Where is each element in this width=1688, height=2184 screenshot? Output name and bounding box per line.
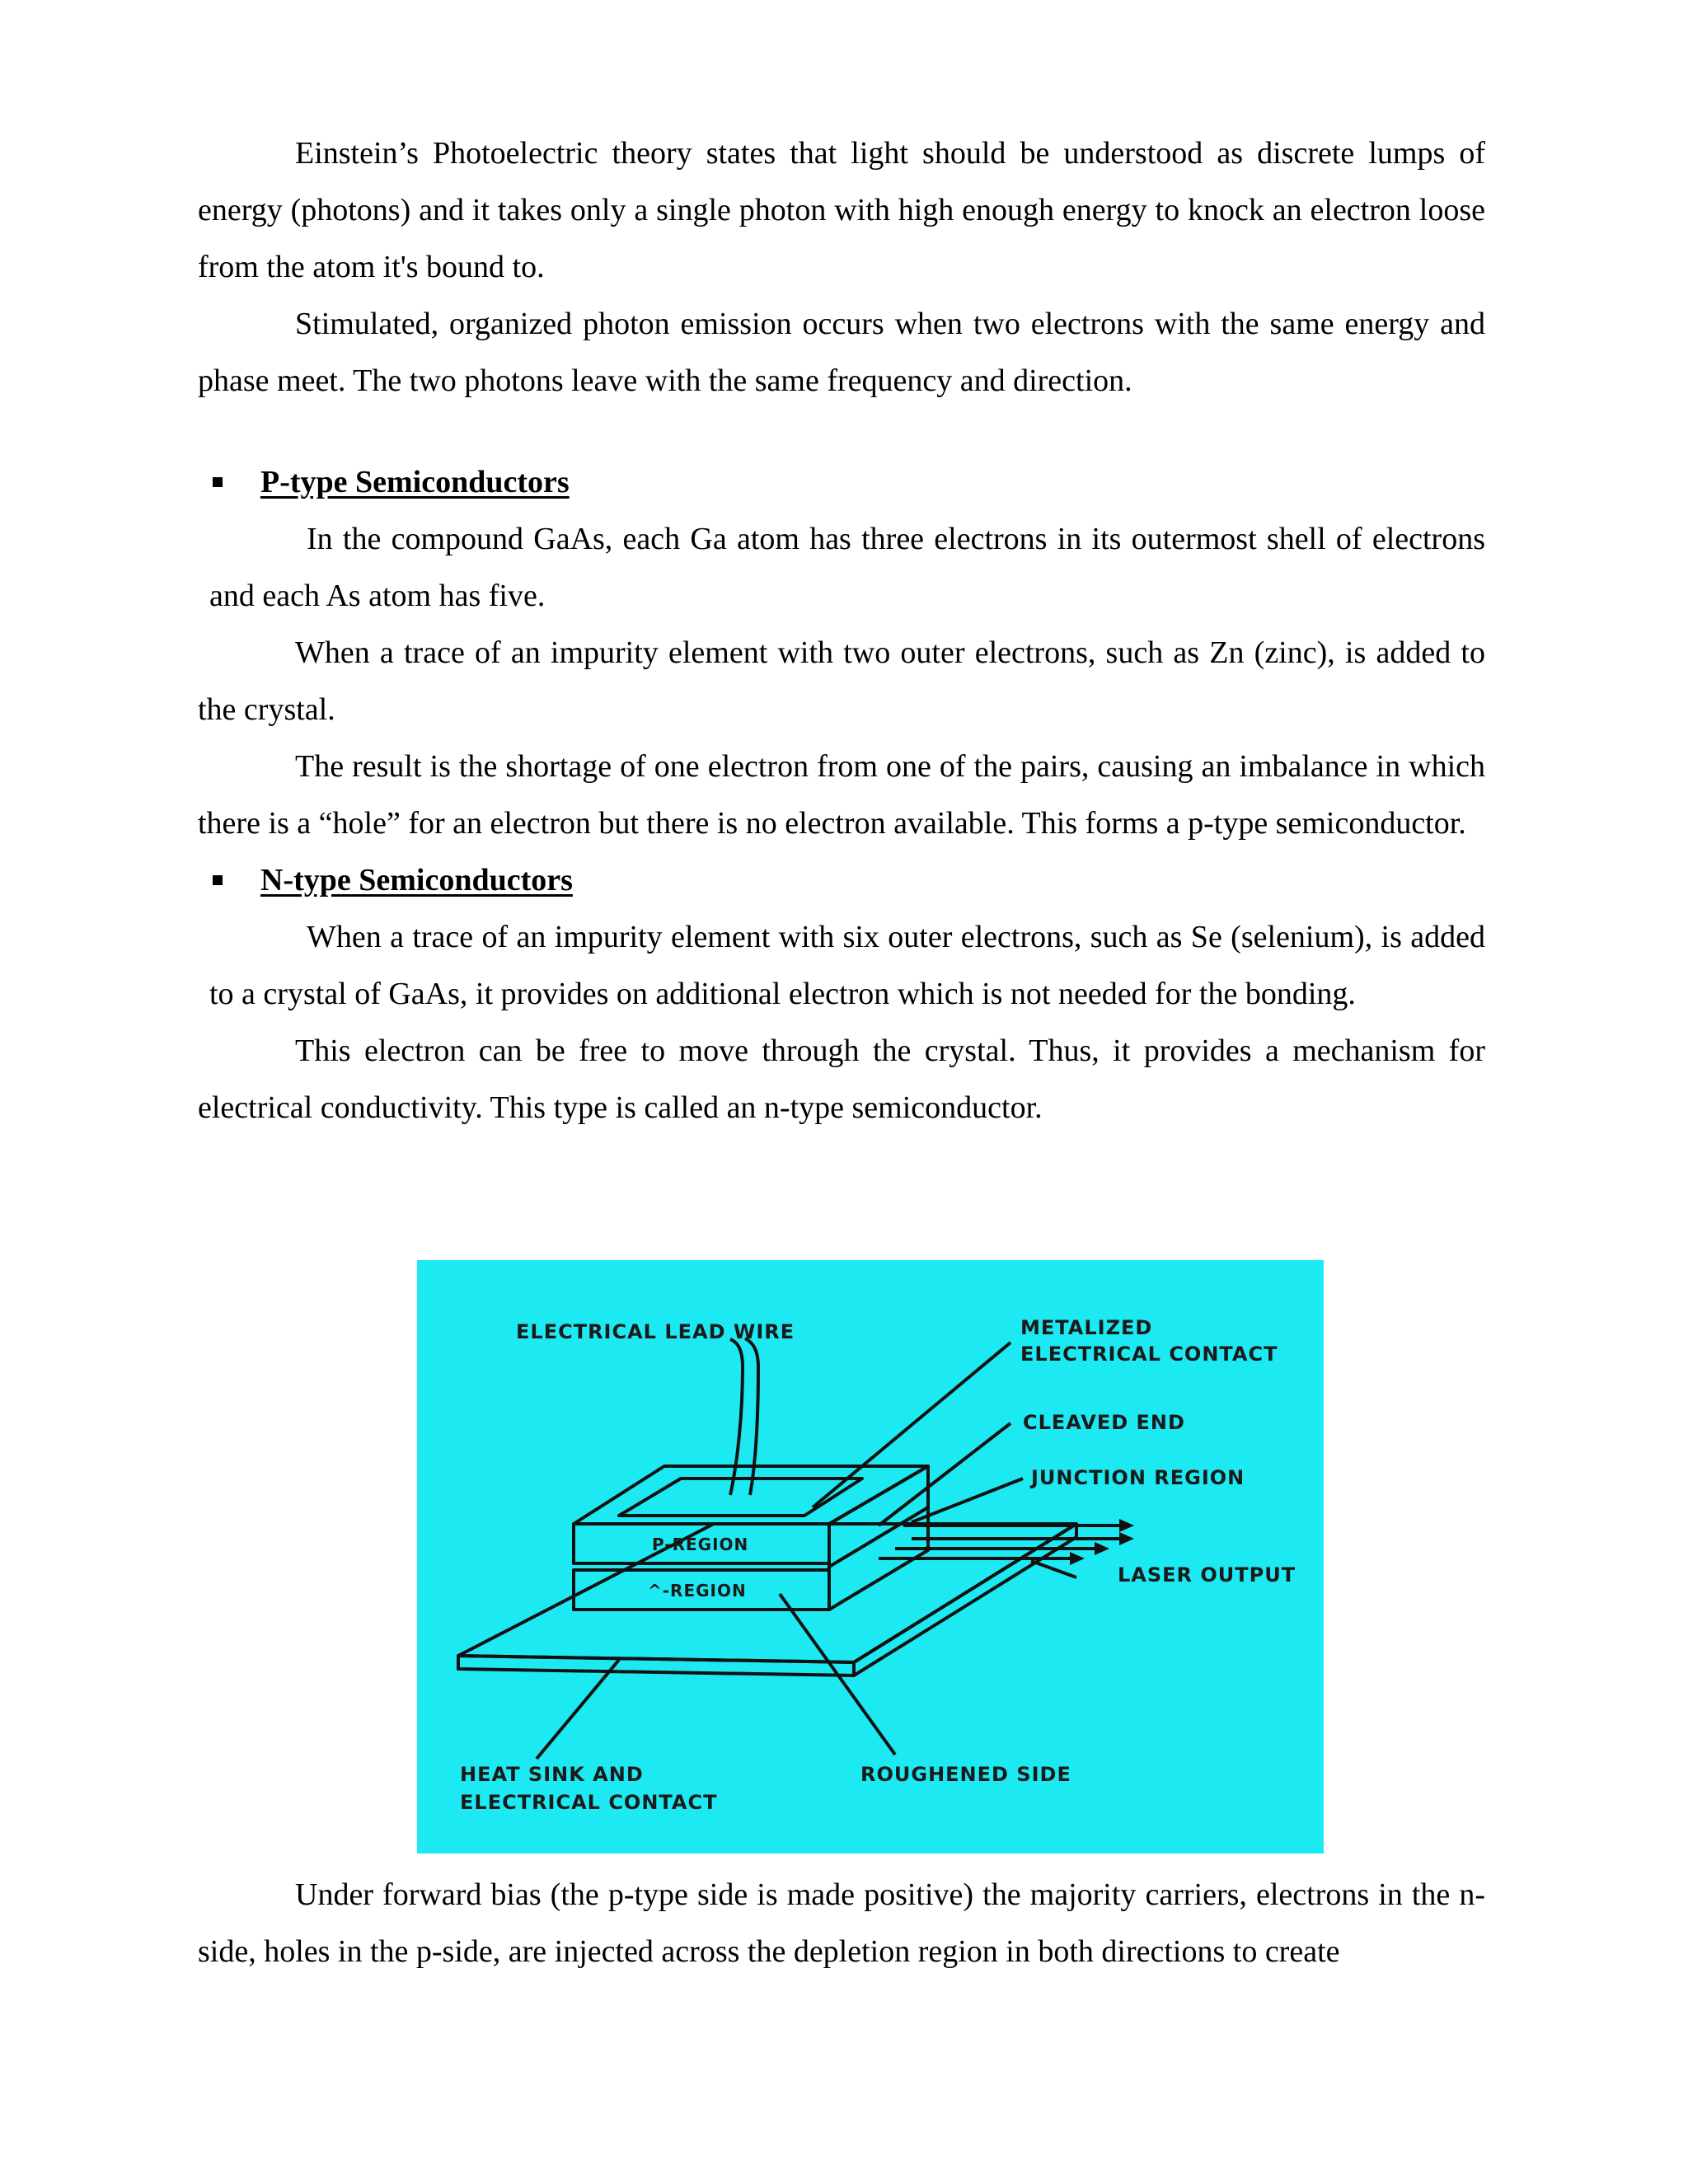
heading-n-type xyxy=(198,852,1485,909)
paragraph-forward-bias: Under forward bias (the p-type side is made positive) the majority carriers, electrons in the n-side, holes in the p-side, are injected across the depletion region in both directions to create xyxy=(198,1877,1485,1969)
square-bullet-icon xyxy=(213,875,223,885)
leader-metalized xyxy=(813,1343,1010,1507)
heading-p-type-label: P-type Semiconductors xyxy=(260,465,570,499)
arrow-head-icon xyxy=(1119,1519,1134,1532)
body-text-bottom xyxy=(198,1867,1485,1980)
heat-sink-side xyxy=(854,1524,1076,1675)
label-cleaved-end: CLEAVED END xyxy=(1023,1411,1185,1434)
arrow-head-icon xyxy=(1095,1542,1109,1555)
arrow-head-icon xyxy=(1070,1552,1085,1565)
paragraph-zinc: When a trace of an impurity element with two outer electrons, such as Zn (zinc), is added to the crystal. xyxy=(198,635,1485,727)
label-p-region: P-REGION xyxy=(652,1535,749,1554)
label-lead-wire: ELECTRICAL LEAD WIRE xyxy=(516,1320,795,1343)
heading-p-type xyxy=(198,454,1485,511)
label-n-region: ^-REGION xyxy=(648,1581,747,1601)
lead-wire xyxy=(730,1339,743,1495)
label-metalized-contact: ELECTRICAL CONTACT xyxy=(1020,1343,1278,1366)
paragraph-stimulated-emission: Stimulated, organized photon emission occurs when two electrons with the same energy and phase meet. The two photons leave with the same frequency and direction. xyxy=(198,307,1485,398)
label-heat-sink: HEAT SINK AND xyxy=(460,1763,644,1786)
label-laser-output: LASER OUTPUT xyxy=(1118,1563,1296,1586)
leader-laser xyxy=(1031,1561,1076,1577)
spacer xyxy=(198,410,1485,454)
paragraph-hole: The result is the shortage of one electron from one of the pairs, causing an imbalance in which there is a “hole” for an electron but there is no electron available. This forms a p-type semiconductor. xyxy=(198,749,1485,841)
paragraph-gaas: In the compound GaAs, each Ga atom has three electrons in its outermost shell of electrons and each As atom has five. xyxy=(209,522,1485,613)
label-heat-sink-contact: ELECTRICAL CONTACT xyxy=(460,1791,718,1814)
lead-wire-edge xyxy=(745,1338,758,1495)
label-roughened-side: ROUGHENED SIDE xyxy=(860,1763,1071,1786)
label-junction-region: JUNCTION REGION xyxy=(1031,1466,1245,1489)
leader-heat-sink xyxy=(537,1660,619,1759)
paragraph-free-electron: This electron can be free to move through the crystal. Thus, it provides a mechanism for electrical conductivity. This type is called an n-type semiconductor. xyxy=(198,1033,1485,1125)
paragraph-selenium: When a trace of an impurity element with six outer electrons, such as Se (selenium), is added to a crystal of GaAs, it provides on additional electron which is not needed for the bonding. xyxy=(209,920,1485,1011)
paragraph-photoelectric: Einstein’s Photoelectric theory states that light should be understood as discrete lumps of energy (photons) and it takes only a single photon with high enough energy to knock an electron loose from the atom it's bound to. xyxy=(198,136,1485,284)
square-bullet-icon xyxy=(213,477,223,487)
label-metalized: METALIZED xyxy=(1020,1316,1153,1339)
heat-sink-edge xyxy=(458,1656,854,1675)
laser-diode-figure xyxy=(417,1260,1324,1854)
body-text-top xyxy=(198,125,1485,1137)
heading-n-type-label: N-type Semiconductors xyxy=(260,863,573,898)
arrow-head-icon xyxy=(1119,1532,1134,1545)
laser-diode-diagram xyxy=(417,1260,1324,1854)
